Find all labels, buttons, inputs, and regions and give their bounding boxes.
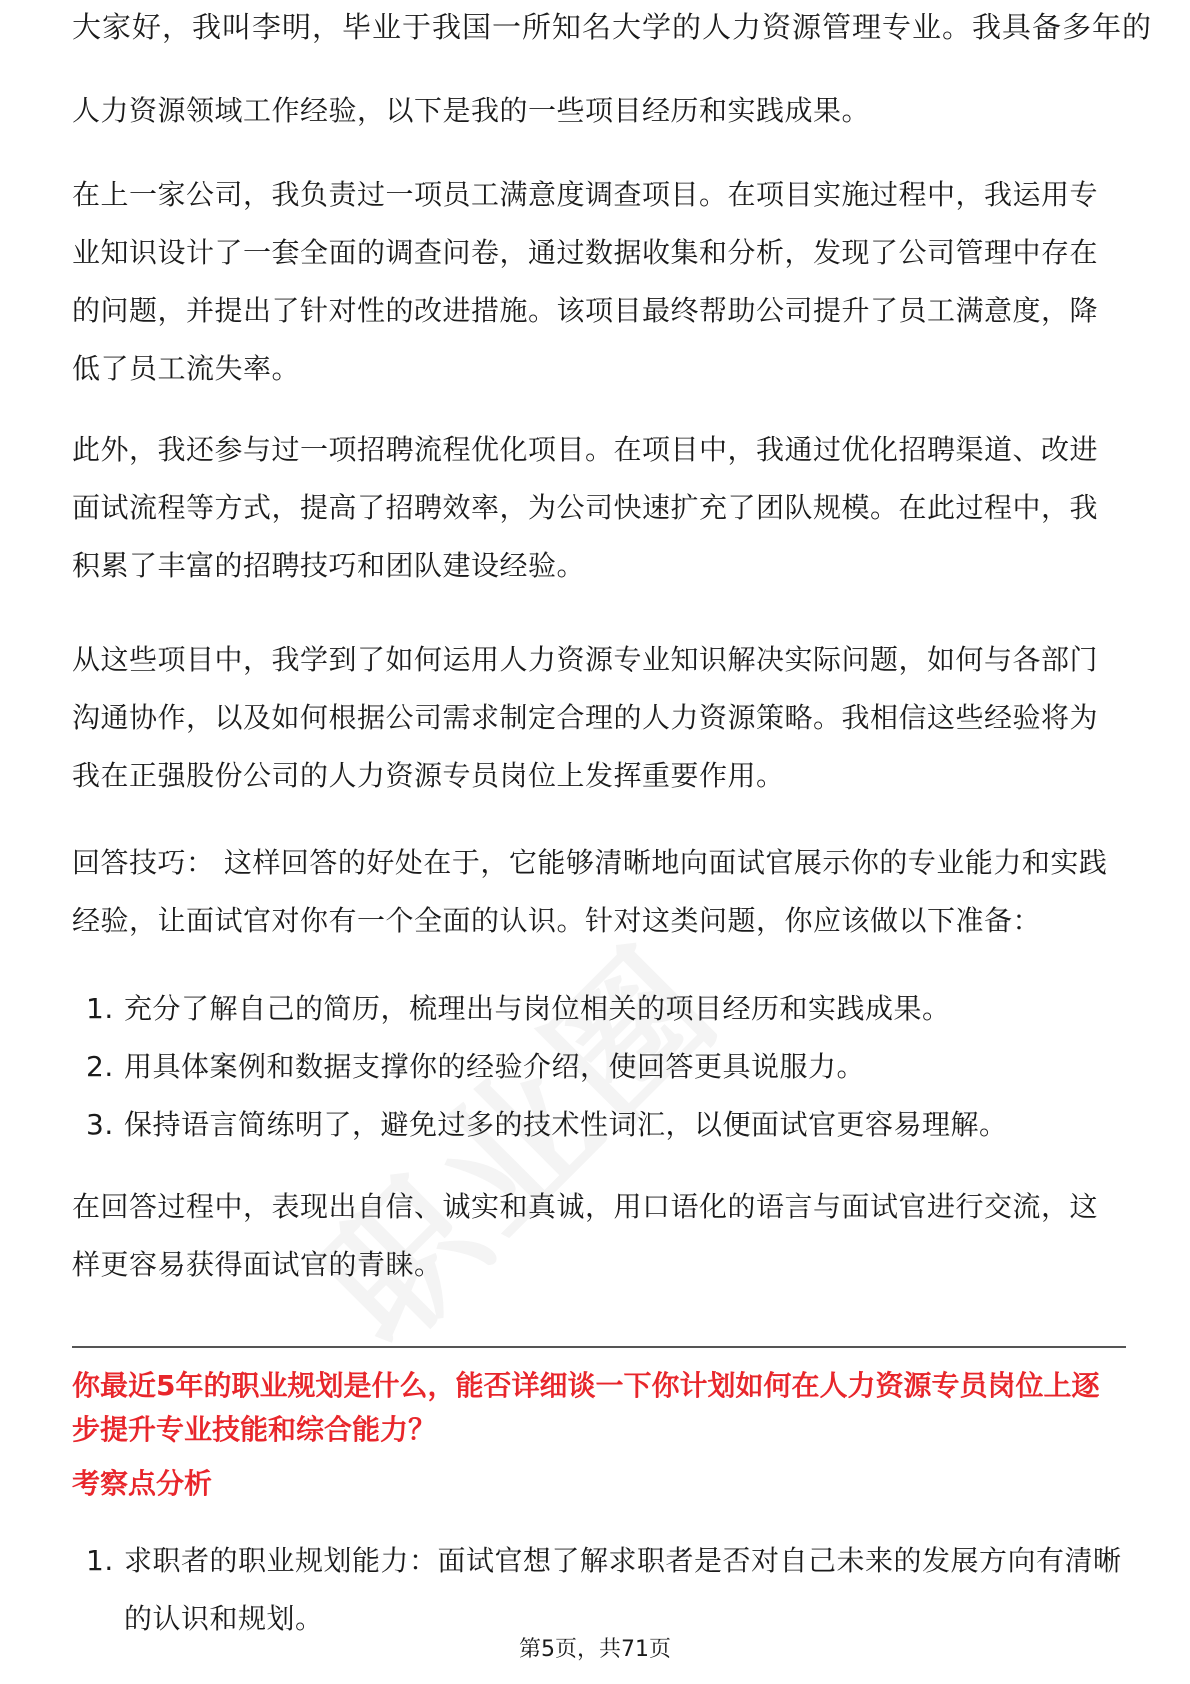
paragraph-experience-intro: 人力资源领域工作经验，以下是我的一些项目经历和实践成果。 bbox=[72, 94, 871, 127]
list-item-number: 1. bbox=[86, 992, 114, 1025]
cut-off-text: 大家好，我叫李明，毕业于我国一所知名大学的人力资源管理专业。我具备多年的 bbox=[72, 10, 1153, 44]
paragraph-survey-project: 在上一家公司，我负责过一项员工满意度调查项目。在项目实施过程中，我运用专业知识设计了一套全面的调查问卷，通过数据收集和分析，发现了公司管理中存在的问题，并提出了针对性的改进措施。该项目最终帮助公司提升了员工满意度，降低了员工流失率。 bbox=[72, 178, 1099, 385]
interview-question: 你最近5年的职业规划是什么，能否详细谈一下你计划如何在人力资源专员岗位上逐步提升专业技能和综合能力？ bbox=[72, 1369, 1100, 1446]
cut-off-top-line bbox=[72, 10, 1153, 68]
paragraph-closing-advice: 在回答过程中，表现出自信、诚实和真诚，用口语化的语言与面试官进行交流，这样更容易获得面试官的青睐。 bbox=[72, 1190, 1099, 1281]
list-item-number: 1. bbox=[86, 1544, 114, 1577]
paragraph-lessons-learned: 从这些项目中，我学到了如何运用人力资源专业知识解决实际问题，如何与各部门沟通协作，以及如何根据公司需求制定合理的人力资源策略。我相信这些经验将为我在正强股份公司的人力资源专员岗位上发挥重要作用。 bbox=[72, 643, 1099, 792]
analysis-list bbox=[72, 1532, 1126, 1648]
list-item bbox=[72, 1532, 1126, 1648]
list-item bbox=[72, 1096, 1126, 1154]
analysis-heading: 考察点分析 bbox=[72, 1467, 213, 1500]
paragraph-answer-tips: 回答技巧： 这样回答的好处在于，它能够清晰地向面试官展示你的专业能力和实践经验，让面试官对你有一个全面的认识。针对这类问题，你应该做以下准备： bbox=[72, 846, 1108, 937]
list-item bbox=[72, 1038, 1126, 1096]
list-item-text: 保持语言简练明了，避免过多的技术性词汇，以便面试官更容易理解。 bbox=[124, 1108, 1008, 1141]
section-divider bbox=[72, 1346, 1126, 1348]
list-item-text: 求职者的职业规划能力：面试官想了解求职者是否对自己未来的发展方向有清晰的认识和规划。 bbox=[124, 1544, 1122, 1635]
list-item-text: 用具体案例和数据支撑你的经验介绍，使回答更具说服力。 bbox=[124, 1050, 866, 1083]
page-footer: 第5页，共71页 bbox=[519, 1637, 671, 1662]
list-item bbox=[72, 980, 1126, 1038]
list-item-text: 充分了解自己的简历，梳理出与岗位相关的项目经历和实践成果。 bbox=[124, 992, 951, 1025]
list-item-number: 2. bbox=[86, 1050, 114, 1083]
tips-list bbox=[72, 980, 1126, 1154]
list-item-number: 3. bbox=[86, 1108, 114, 1141]
paragraph-recruiting-project: 此外，我还参与过一项招聘流程优化项目。在项目中，我通过优化招聘渠道、改进面试流程等方式，提高了招聘效率，为公司快速扩充了团队规模。在此过程中，我积累了丰富的招聘技巧和团队建设经验。 bbox=[72, 433, 1099, 582]
